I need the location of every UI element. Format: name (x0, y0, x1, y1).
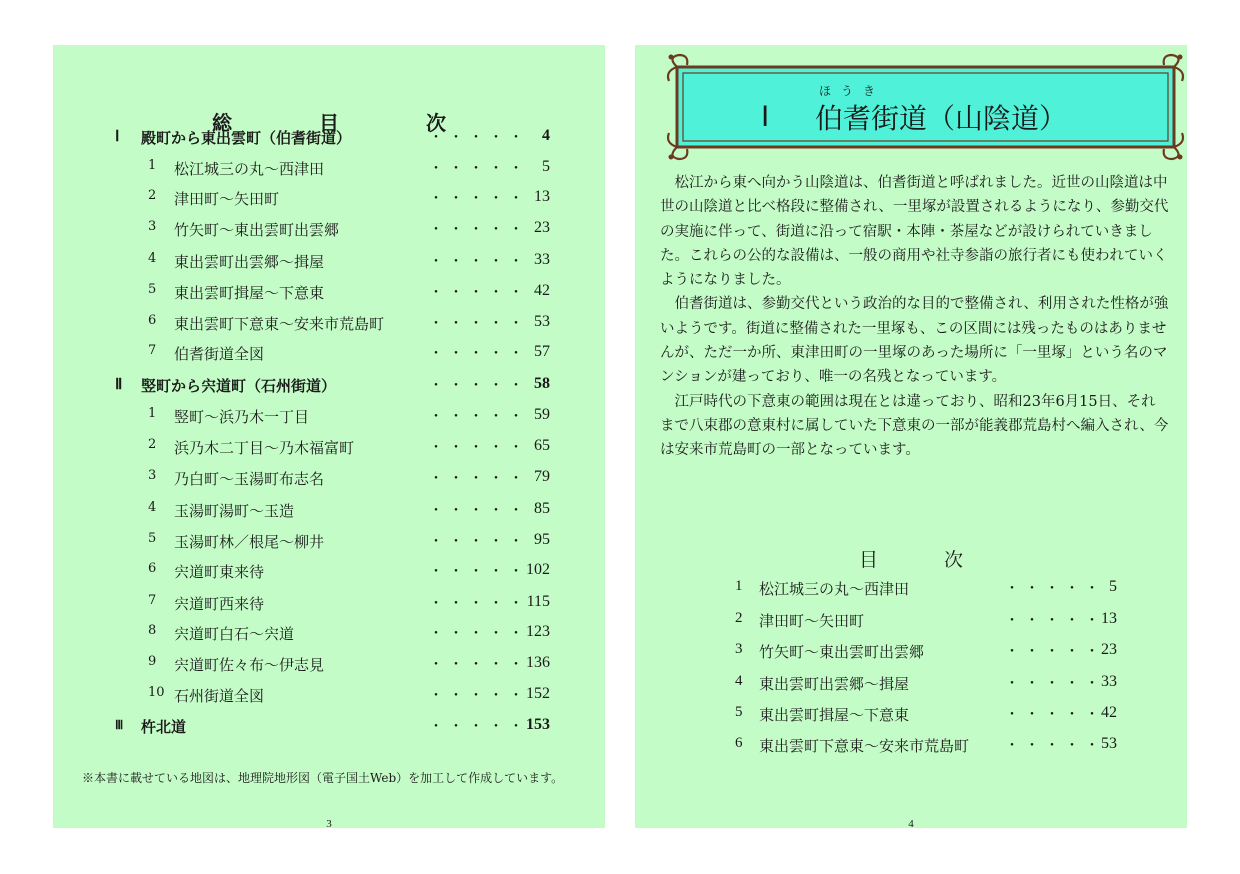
leader-dots: ・・・・・ (429, 440, 529, 456)
item-title: 松江城三の丸～西津田 (174, 160, 325, 178)
page-number: 33 (534, 251, 550, 268)
leader-dots: ・・・・・ (429, 409, 529, 425)
page-number: 152 (526, 685, 550, 702)
item-number: 7 (148, 593, 157, 608)
page-number: 95 (534, 531, 550, 548)
page-number: 59 (534, 406, 550, 423)
toc-item-row[interactable] (53, 251, 605, 281)
toc-item-row[interactable] (53, 219, 605, 249)
section-title: 杵北道 (141, 718, 187, 736)
item-number: 6 (148, 561, 157, 576)
page-number: 42 (534, 282, 550, 299)
item-title: 東出雲町揖屋～下意東 (174, 284, 325, 302)
item-number: 8 (148, 623, 157, 638)
toc-item-row[interactable] (53, 468, 605, 498)
item-number: 1 (148, 158, 157, 173)
page-number: 65 (534, 437, 550, 454)
toc-item-row[interactable] (53, 437, 605, 467)
page-number: 115 (526, 593, 550, 610)
toc-item-row[interactable] (53, 654, 605, 684)
item-number: 2 (148, 188, 157, 203)
item-number: 1 (735, 578, 743, 594)
page-number: 102 (526, 561, 550, 578)
left-page (53, 45, 605, 828)
item-title: 東出雲町揖屋～下意東 (759, 706, 910, 724)
item-number: 5 (148, 282, 157, 297)
toc-section-row[interactable] (53, 127, 605, 157)
leader-dots: ・・・・・ (429, 688, 529, 704)
page-number: 153 (526, 716, 550, 733)
leader-dots: ・・・・・ (429, 626, 529, 642)
item-title: 宍道町佐々布～伊志見 (174, 656, 325, 674)
leader-dots: ・・・・・ (1005, 738, 1105, 754)
item-number: 4 (148, 500, 157, 515)
page-number: 58 (534, 375, 550, 392)
leader-dots: ・・・・・ (1005, 644, 1105, 660)
page-number: 53 (534, 313, 550, 330)
item-number: 3 (148, 219, 157, 234)
item-title: 竹矢町～東出雲町出雲郷 (174, 221, 340, 239)
page-number: 23 (1101, 641, 1117, 658)
leader-dots: ・・・・・ (429, 378, 529, 394)
item-title: 津田町～矢田町 (174, 190, 280, 208)
toc-item-row[interactable] (53, 343, 605, 373)
toc-item-row[interactable] (635, 673, 1187, 703)
page-number: 85 (534, 500, 550, 517)
intro-paragraph: 伯耆街道は、参勤交代という政治的な目的で整備され、利用された性格が強いようです。街道に整備された一里塚も、この区間には残ったものはありませんが、ただ一か所、東津田町の一里塚のあった場所に「一里塚」という名のマンションが建っており、唯一の名残となっています。 (660, 296, 1169, 386)
toc-item-row[interactable] (635, 735, 1187, 765)
chapter-intro (660, 171, 1170, 463)
page-number: 53 (1101, 735, 1117, 752)
chapter-number: Ⅰ (761, 102, 770, 133)
page-folio: 4 (908, 818, 914, 830)
toc-item-row[interactable] (635, 610, 1187, 640)
page-folio: 3 (326, 818, 332, 830)
leader-dots: ・・・・・ (429, 316, 529, 332)
toc-section-row[interactable] (53, 375, 605, 405)
page-number: 57 (534, 343, 550, 360)
toc-item-row[interactable] (53, 158, 605, 188)
leader-dots: ・・・・・ (429, 130, 529, 146)
leader-dots: ・・・・・ (429, 503, 529, 519)
item-title: 玉湯町林／根尾～柳井 (174, 533, 325, 551)
page-number: 79 (534, 468, 550, 485)
item-title: 乃白町～玉湯町布志名 (174, 470, 325, 488)
toc-item-row[interactable] (53, 500, 605, 530)
item-number: 3 (148, 468, 157, 483)
page-number: 5 (1109, 578, 1117, 595)
item-number: 3 (735, 641, 743, 657)
item-title: 津田町～矢田町 (759, 612, 865, 630)
leader-dots: ・・・・・ (429, 346, 529, 362)
toc-item-row[interactable] (53, 685, 605, 715)
leader-dots: ・・・・・ (429, 719, 529, 735)
item-number: 4 (735, 673, 743, 689)
chapter-ruby: ほうき (819, 84, 886, 98)
item-title: 玉湯町湯町～玉造 (174, 502, 295, 520)
leader-dots: ・・・・・ (429, 596, 529, 612)
chapter-title: 伯耆街道（山陰道） (815, 102, 1068, 135)
right-page (635, 45, 1187, 828)
page-number: 4 (542, 127, 550, 144)
page-number: 123 (526, 623, 550, 640)
leader-dots: ・・・・・ (1005, 676, 1105, 692)
chapter-contents-title: 目 次 (858, 549, 994, 571)
item-number: 5 (148, 531, 157, 546)
item-title: 東出雲町下意東～安来市荒島町 (759, 737, 970, 755)
page-number: 33 (1101, 673, 1117, 690)
leader-dots: ・・・・・ (1005, 581, 1105, 597)
item-title: 宍道町白石～宍道 (174, 625, 295, 643)
item-title: 浜乃木二丁目～乃木福富町 (174, 439, 355, 457)
leader-dots: ・・・・・ (429, 657, 529, 673)
general-contents-title: 総 目 次 (212, 111, 486, 135)
item-number: 9 (148, 654, 157, 669)
item-title: 伯耆街道全図 (174, 345, 265, 363)
intro-paragraph: 江戸時代の下意東の範囲は現在とは違っており、昭和23年6月15日、それまで八束郡の意東村に属していた下意東の一部が能義郡荒島村へ編入され、今は安来市荒島町の一部となっています。 (660, 393, 1169, 459)
section-title: 竪町から宍道町（石州街道） (141, 377, 337, 395)
item-number: 6 (735, 735, 743, 751)
item-title: 東出雲町出雲郷～揖屋 (174, 253, 325, 271)
item-number: 4 (148, 251, 157, 266)
page-number: 136 (526, 654, 550, 671)
leader-dots: ・・・・・ (429, 285, 529, 301)
leader-dots: ・・・・・ (1005, 707, 1105, 723)
intro-paragraph: 松江から東へ向かう山陰道は、伯耆街道と呼ばれました。近世の山陰道は中世の山陰道と比べ格段に整備され、一里塚が設置されるようになり、参勤交代の実施に伴って、街道に沿って宿駅・本陣・茶屋などが設けられていきました。これらの公的な設備は、一般の商用や社寺参詣の旅行者にも使われていくようになりました。 (660, 175, 1169, 289)
section-number: Ⅰ (115, 129, 120, 145)
page-number: 13 (534, 188, 550, 205)
section-number: Ⅲ (115, 718, 124, 732)
leader-dots: ・・・・・ (429, 564, 529, 580)
page-number: 5 (542, 158, 550, 175)
leader-dots: ・・・・・ (429, 161, 529, 177)
item-number: 2 (148, 437, 157, 452)
map-source-note: ※本書に載せている地図は、地理院地形図（電子国土Web）を加工して作成しています。 (82, 771, 564, 785)
item-title: 石州街道全図 (174, 687, 265, 705)
item-number: 7 (148, 343, 157, 358)
leader-dots: ・・・・・ (429, 254, 529, 270)
page-number: 13 (1101, 610, 1117, 627)
item-title: 東出雲町下意東～安来市荒島町 (174, 315, 385, 333)
toc-item-row[interactable] (635, 641, 1187, 671)
item-title: 東出雲町出雲郷～揖屋 (759, 675, 910, 693)
item-title: 松江城三の丸～西津田 (759, 580, 910, 598)
page-number: 23 (534, 219, 550, 236)
toc-item-row[interactable] (53, 623, 605, 653)
section-number: Ⅱ (115, 377, 123, 393)
toc-item-row[interactable] (53, 593, 605, 623)
leader-dots: ・・・・・ (1005, 613, 1105, 629)
page-number: 42 (1101, 704, 1117, 721)
item-number: 5 (735, 704, 743, 720)
chapter-banner (663, 53, 1188, 161)
item-title: 竪町～浜乃木一丁目 (174, 408, 310, 426)
leader-dots: ・・・・・ (429, 191, 529, 207)
item-number: 10 (148, 685, 165, 700)
toc-item-row[interactable] (635, 704, 1187, 734)
leader-dots: ・・・・・ (429, 222, 529, 238)
item-title: 宍道町東来待 (174, 563, 265, 581)
leader-dots: ・・・・・ (429, 471, 529, 487)
item-title: 宍道町西来待 (174, 595, 265, 613)
toc-item-row[interactable] (635, 578, 1187, 608)
leader-dots: ・・・・・ (429, 534, 529, 550)
item-number: 6 (148, 313, 157, 328)
item-number: 2 (735, 610, 743, 626)
toc-section-row[interactable] (53, 716, 605, 746)
toc-item-row[interactable] (53, 406, 605, 436)
toc-item-row[interactable] (53, 561, 605, 591)
toc-item-row[interactable] (53, 531, 605, 561)
toc-item-row[interactable] (53, 313, 605, 343)
toc-item-row[interactable] (53, 282, 605, 312)
item-title: 竹矢町～東出雲町出雲郷 (759, 643, 925, 661)
item-number: 1 (148, 406, 157, 421)
section-title: 殿町から東出雲町（伯耆街道） (141, 129, 352, 147)
toc-item-row[interactable] (53, 188, 605, 218)
